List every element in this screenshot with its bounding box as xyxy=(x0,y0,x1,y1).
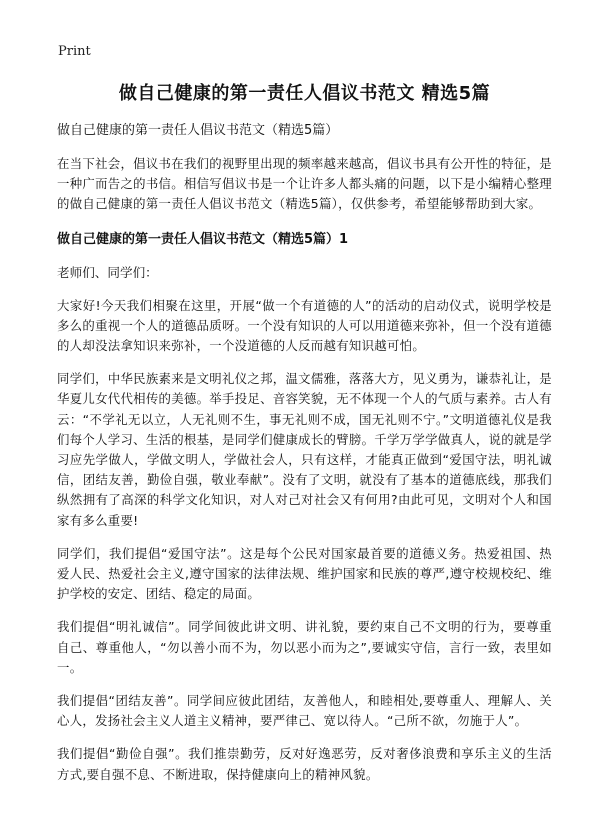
body-paragraph-6: 我们提倡“勤俭自强”。我们推崇勤劳，反对好逸恶劳，反对奢侈浪费和享乐主义的生活方式,要自强不息、不断进取，保持健康向上的精神风貌。 xyxy=(57,746,552,782)
body-paragraph-5: 我们提倡“团结友善”。同学间应彼此团结，友善他人，和睦相处,要尊重人、理解人、关心人，发扬社会主义人道主义精神，要严律己、宽以待人。“己所不欲，勿施于人”。 xyxy=(57,693,552,729)
body-paragraph-2: 同学们，中华民族素来是文明礼仪之邦，温文儒雅，落落大方，见义勇为，谦恭礼让，是华夏儿女代代相传的美德。举手投足、音容笑貌，无不体现一个人的气质与素养。古人有云：“不学礼无以立，人无礼则不生，事无礼则不成，国无礼则不宁。”文明道德礼仪是我们每个人学习、生活的根基，是同学们健康成长的臂膀。千学万学学做真人，说的就是学习应先学做人，学做文明人，学做社会人，只有这样，才能真正做到“爱国守法，明礼诚信，团结友善，勤俭自强，敬业奉献”。没有了文明，就没有了基本的道德底线，那我们纵然拥有了高深的科学文化知识，对人对己对社会又有何用?由此可见，文明对个人和国家有多么重要! xyxy=(57,371,552,528)
body-paragraph-1: 大家好!今天我们相聚在这里，开展“做一个有道德的人”的活动的启动仪式，说明学校是多么的重视一个人的道德品质呀。一个没有知识的人可以用道德来弥补，但一个没有道德的人却没法拿知识来弥补，一个没道德的人反而越有知识越可怕。 xyxy=(57,297,552,354)
section-heading: 做自己健康的第一责任人倡议书范文（精选5篇）1 xyxy=(57,231,349,247)
body-paragraph-3: 同学们，我们提倡“爱国守法”。这是每个公民对国家最首要的道德义务。热爱祖国、热爱人民、热爱社会主义,遵守国家的法律法规、维护国家和民族的尊严,遵守校规校纪、维护学校的安定、团结、稳定的局面。 xyxy=(57,545,552,602)
page-title: 做自己健康的第一责任人倡议书范文 精选5篇 xyxy=(118,83,491,104)
article-subtitle: 做自己健康的第一责任人倡议书范文（精选5篇） xyxy=(57,123,339,138)
greeting: 老师们、同学们： xyxy=(57,264,158,280)
article-body xyxy=(57,121,552,785)
body-paragraph-4: 我们提倡“明礼诚信”。同学间彼此讲文明、讲礼貌，要约束自己不文明的行为，要尊重自己、尊重他人，“勿以善小而不为，勿以恶小而为之”,要诚实守信，言行一致，表里如一。 xyxy=(57,619,552,675)
print-link[interactable]: Print xyxy=(58,44,91,59)
intro-paragraph: 在当下社会，倡议书在我们的视野里出现的频率越来越高，倡议书具有公开性的特征，是一种广而告之的书信。相信写倡议书是一个让许多人都头痛的问题，以下是小编精心整理的做自己健康的第一责任人倡议书范文（精选5篇），仅供参考，希望能够帮助到大家。 xyxy=(57,156,552,212)
